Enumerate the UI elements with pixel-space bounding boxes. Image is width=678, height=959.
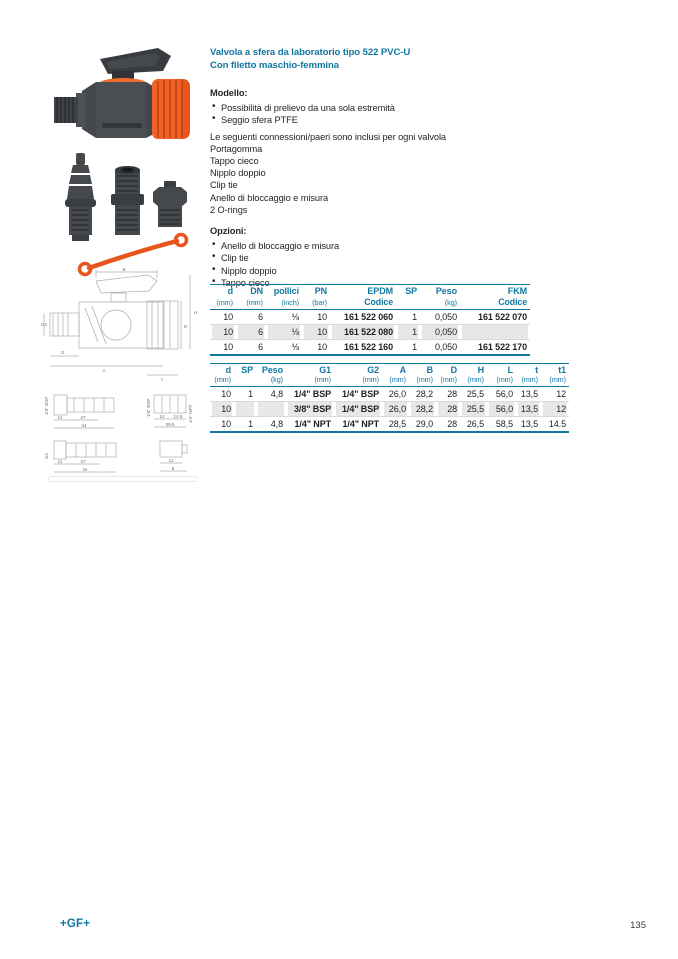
table-cell: 58,5 [487, 417, 516, 433]
column-unit: (mm) [467, 375, 484, 384]
table-cell: 10 [210, 325, 236, 340]
dim-label-h: H [194, 310, 198, 315]
column-unit [234, 375, 256, 387]
column-unit: (bar) [312, 298, 327, 307]
data-table [210, 363, 569, 433]
table-cell: ⅛ [266, 310, 302, 325]
valve-product-photo [50, 35, 200, 145]
table-cell: 1/4" NPT [286, 417, 334, 433]
included-item: 2 O-rings [210, 204, 248, 215]
dim3-11: 11 [57, 459, 63, 464]
column-header: H [477, 365, 484, 375]
column-unit: (mm) [416, 375, 433, 384]
column-unit [396, 296, 420, 310]
column-header: Peso [435, 286, 457, 296]
table-row [210, 402, 569, 417]
column-header: EPDM [367, 286, 393, 296]
description-column [210, 46, 540, 293]
table-cell: 28,5 [382, 417, 409, 433]
included-item: Nipplo doppio [210, 168, 266, 179]
column-unit: (mm) [496, 375, 513, 384]
table-cell: 28 [436, 387, 460, 402]
dim-label-d: D [184, 324, 188, 329]
dim-label-t: t [161, 377, 163, 382]
table-cell: 28 [436, 402, 460, 417]
table-cell: 12 [541, 387, 569, 402]
table-cell: 6 [236, 310, 266, 325]
dim3-27: 27 [80, 459, 86, 464]
table-cell: 28,2 [409, 387, 436, 402]
modello-bullet: • Seggio sfera PTFE [210, 114, 540, 126]
table-cell: 10 [210, 402, 234, 417]
table-cell: 13,5 [516, 417, 541, 433]
table-cell: 10 [210, 340, 236, 356]
table-cell: 10 [302, 325, 330, 340]
column-unit: (inch) [281, 298, 299, 307]
table-row [210, 310, 530, 325]
table-cell: 10 [210, 387, 234, 402]
included-item: Anello di bloccaggio e misura [210, 192, 329, 203]
column-unit: Codice [364, 297, 393, 307]
column-unit: (mm) [216, 298, 233, 307]
gf-logo: +GF+ [60, 918, 91, 930]
table-cell: 26,0 [382, 387, 409, 402]
column-unit: (mm) [362, 375, 379, 384]
column-unit: (mm) [549, 375, 566, 384]
table-cell: 161 522 170 [460, 340, 530, 356]
table-cell: 1/4" BSP [334, 387, 382, 402]
table-cell: 1 [234, 387, 256, 402]
table-cell: ⅛ [266, 340, 302, 356]
dim2-395: 39.5 [165, 422, 175, 427]
table-cell: 13,5 [516, 387, 541, 402]
table-cell: 0,050 [420, 340, 460, 356]
table-row [210, 417, 569, 433]
column-header: d [227, 286, 233, 296]
opzioni-bullet: • Nipplo doppio [210, 265, 540, 277]
dim1-12: 12 [57, 415, 63, 420]
column-unit: (mm) [314, 375, 331, 384]
dim-label-g1: G1 [41, 322, 48, 327]
table-row [210, 387, 569, 402]
dim1-44: 44 [81, 423, 87, 428]
dim3-m: M [83, 467, 87, 472]
column-unit: (mm) [389, 375, 406, 384]
table-cell: 28,2 [409, 402, 436, 417]
table-cell: 28 [436, 417, 460, 433]
included-item: Tappo cieco [210, 156, 259, 167]
column-unit: (kg) [444, 298, 457, 307]
fittings-photo [45, 148, 200, 278]
included-item: Portagomma [210, 143, 263, 154]
table-cell [256, 402, 286, 417]
modello-bullet: • Possibilità di prelievo da una sola estremità [210, 102, 540, 114]
table-cell: 10 [210, 310, 236, 325]
table-cell: 6 [236, 325, 266, 340]
dim4-11: 11 [168, 458, 174, 463]
column-header: Peso [261, 365, 283, 375]
table-cell: 1 [396, 325, 420, 340]
table-cell: 25,5 [460, 387, 487, 402]
table-cell: 14.5 [541, 417, 569, 433]
opzioni-heading: Opzioni: [210, 226, 247, 237]
table-cell [460, 325, 530, 340]
column-unit: (mm) [246, 298, 263, 307]
dim2-12: 12 [159, 414, 165, 419]
thread-label-bsp-1: 1/4" BSP [44, 396, 49, 415]
dim1-27: 27 [80, 415, 86, 420]
table-cell: 26,5 [460, 417, 487, 433]
valve-dimension-drawings [40, 383, 210, 483]
table-cell: 10 [210, 417, 234, 433]
column-header: A [399, 365, 406, 375]
modello-bullet-list [210, 102, 540, 126]
column-header: SP [405, 286, 417, 296]
table-cell: 10 [302, 340, 330, 356]
dim3-g2: G2 [44, 452, 49, 459]
column-unit: (kg) [270, 375, 283, 384]
dim4-9: 9 [171, 466, 175, 471]
product-title-line1: Valvola a sfera da laboratorio tipo 522 PVC-U [210, 47, 411, 58]
valve-section-drawing [40, 268, 205, 383]
table-row [210, 340, 530, 356]
included-intro: Le seguenti connessioni/paeri sono inclusi per ogni valvola [210, 131, 446, 142]
table-cell: 1 [234, 417, 256, 433]
page-title [210, 46, 540, 72]
included-items-list [210, 143, 540, 216]
table-cell: 161 522 060 [330, 310, 396, 325]
table-cell: 6 [236, 340, 266, 356]
table-cell: 13,5 [516, 402, 541, 417]
table-cell: 1/4" BSP [286, 387, 334, 402]
scan-divider [48, 476, 198, 482]
table-cell: 0,050 [420, 310, 460, 325]
modello-heading: Modello: [210, 88, 248, 98]
column-unit: Codice [498, 297, 527, 307]
table-cell: 161 522 080 [330, 325, 396, 340]
table-cell: ⅛ [266, 325, 302, 340]
opzioni-bullet: • Clip tie [210, 252, 540, 264]
column-unit: (mm) [214, 375, 231, 384]
opzioni-bullet-list [210, 240, 540, 289]
table-cell [234, 402, 256, 417]
dim-label-t1: t1 [61, 350, 65, 355]
table-cell: 10 [302, 310, 330, 325]
table-cell: 161 522 070 [460, 310, 530, 325]
column-unit: (mm) [521, 375, 538, 384]
page-number: 135 [630, 920, 646, 931]
opzioni-bullet: • Anello di bloccaggio e misura [210, 240, 540, 252]
opzioni-bullet: • Tappo cieco [210, 277, 540, 289]
table-cell: 1/4" BSP [334, 402, 382, 417]
table-cell: 1 [396, 310, 420, 325]
column-header: t1 [558, 365, 566, 375]
table-cell: 1/4" NPT [334, 417, 382, 433]
included-item: Clip tie [210, 180, 238, 191]
product-title-line2: Con filetto maschio-femmina [210, 60, 339, 71]
table-cell: 56,0 [487, 387, 516, 402]
table-cell: 25,5 [460, 402, 487, 417]
thread-label-bsp-2: 1/4" BSP [146, 398, 151, 417]
table-cell: 12 [541, 402, 569, 417]
column-header: PN [314, 286, 327, 296]
table-cell: 4,8 [256, 417, 286, 433]
table-cell: 26,0 [382, 402, 409, 417]
dim-label-a: A [102, 368, 106, 373]
dim-label-b: B [122, 268, 126, 272]
column-header: pollici [273, 286, 299, 296]
column-header: FKM [507, 286, 527, 296]
table-cell: 4,8 [256, 387, 286, 402]
column-header: SP [241, 365, 253, 375]
dimensions-table [210, 363, 569, 433]
column-header: DN [250, 286, 263, 296]
table-cell: 0,050 [420, 325, 460, 340]
column-header: G2 [367, 365, 379, 375]
table-cell: 29,0 [409, 417, 436, 433]
column-header: t [535, 365, 538, 375]
table-cell: 56,0 [487, 402, 516, 417]
table-cell: 161 522 160 [330, 340, 396, 356]
table-row [210, 325, 530, 340]
column-unit: (mm) [440, 375, 457, 384]
thread-label-npt: 1/4" NPT [188, 404, 193, 423]
ordering-table [210, 284, 530, 356]
table-cell: 3/8" BSP [286, 402, 334, 417]
data-table [210, 284, 530, 356]
column-header: d [225, 365, 231, 375]
column-header: B [426, 365, 433, 375]
column-header: D [450, 365, 457, 375]
column-header: G1 [319, 365, 331, 375]
column-header: L [507, 365, 513, 375]
dim2-145: 14.5 [173, 414, 183, 419]
table-cell: 1 [396, 340, 420, 356]
